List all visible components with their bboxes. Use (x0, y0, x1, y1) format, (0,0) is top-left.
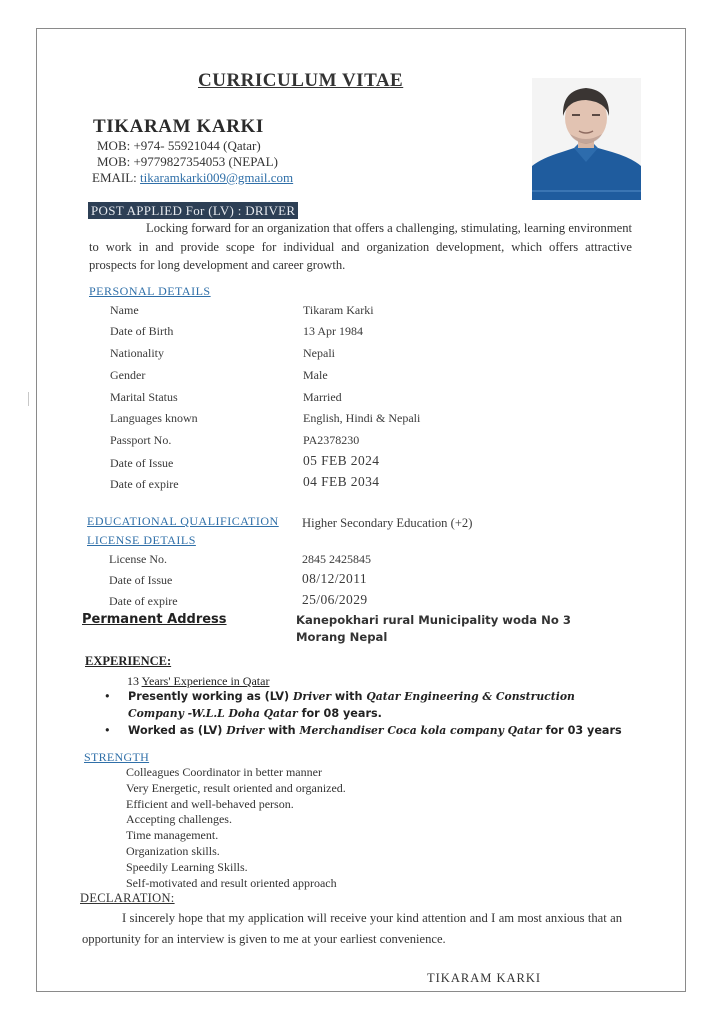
experience-years: 13 (127, 674, 139, 688)
strength-item: Efficient and well-behaved person. (126, 796, 294, 811)
personal-detail-value: 04 FEB 2034 (303, 474, 380, 489)
strength-heading: STRENGTH (84, 750, 150, 764)
signature-name: TIKARAM KARKI (427, 971, 542, 985)
scan-mark (28, 392, 29, 406)
experience-text: with (264, 724, 300, 737)
strength-list (126, 765, 346, 891)
email-link[interactable]: tikaramkarki009@gmail.com (140, 170, 294, 185)
personal-detail-label: Gender (110, 368, 146, 382)
permanent-address-label: Permanent Address (82, 612, 227, 627)
personal-detail-label: Date of Issue (110, 456, 174, 470)
experience-summary (127, 674, 269, 689)
license-detail-label: License No. (109, 552, 167, 566)
personal-detail-value: 13 Apr 1984 (303, 324, 363, 338)
strength-item: Accepting challenges. (126, 812, 232, 827)
declaration-heading: DECLARATION: (80, 891, 175, 905)
post-applied-banner: POST APPLIED For (LV) : DRIVER (88, 202, 298, 219)
person-photo-icon (532, 78, 641, 200)
experience-employer: Qatar Engineering & Construction Company -W.L.L Doha Qatar (128, 690, 575, 720)
experience-role: Driver (293, 690, 332, 703)
personal-detail-label: Passport No. (110, 433, 172, 447)
personal-detail-value: English, Hindi & Nepali (303, 411, 421, 425)
license-detail-value: 08/12/2011 (302, 571, 368, 586)
personal-detail-label: Date of expire (110, 477, 179, 491)
profile-photo (532, 78, 641, 200)
experience-summary-text: Years' Experience in Qatar (141, 674, 270, 688)
experience-duration: for 03 years (541, 724, 622, 737)
declaration-text (82, 908, 622, 950)
license-detail-label: Date of Issue (109, 573, 173, 587)
mobile-qatar: MOB: +974- 55921044 (Qatar) (97, 138, 261, 153)
bullet-icon: • (104, 690, 111, 703)
experience-text: Worked as (LV) (128, 724, 227, 737)
personal-detail-value: Tikaram Karki (303, 303, 374, 317)
permanent-address-value (296, 612, 571, 646)
experience-duration: for 08 years. (297, 706, 382, 720)
personal-detail-value: Male (303, 368, 328, 382)
career-objective (89, 219, 632, 275)
education-heading: EDUCATIONAL QUALIFICATION (87, 514, 279, 528)
strength-item: Organization skills. (126, 843, 220, 858)
declaration-body: I sincerely hope that my application will receive your kind attention and I am most anxious that an opportunity for an interview is given to me at your earliest convenience. (82, 911, 622, 946)
personal-detail-label: Marital Status (110, 390, 178, 404)
personal-detail-value: Nepali (303, 346, 335, 360)
license-detail-value: 2845 2425845 (302, 552, 371, 566)
address-line-1: Kanepokhari rural Municipality woda No 3 (296, 613, 571, 627)
personal-details-heading: PERSONAL DETAILS (89, 284, 211, 298)
email-label: EMAIL: (92, 170, 137, 185)
address-line-2: Morang Nepal (296, 630, 388, 644)
experience-item (104, 723, 624, 740)
email-line (92, 170, 293, 186)
experience-item (104, 689, 624, 722)
license-detail-label: Date of expire (109, 594, 178, 608)
license-heading: LICENSE DETAILS (87, 533, 196, 547)
license-detail-value: 25/06/2029 (302, 592, 368, 607)
personal-detail-label: Name (110, 303, 139, 317)
bullet-icon: • (104, 724, 111, 737)
strength-item: Time management. (126, 828, 219, 843)
objective-text: Locking forward for an organization that offers a challenging, stimulating, learning environment to work in and provide scope for individual and organization development, which offers attractive prospects for long development and career growth. (89, 221, 632, 272)
education-value: Higher Secondary Education (+2) (302, 516, 473, 530)
experience-role: Driver (226, 724, 265, 737)
applicant-name: TIKARAM KARKI (93, 116, 264, 137)
experience-employer: Merchandiser Coca kola company Qatar (299, 724, 542, 737)
strength-item: Colleagues Coordinator in better manner (126, 765, 322, 779)
personal-detail-value: PA2378230 (303, 433, 360, 447)
experience-text: Presently working as (LV) (128, 690, 294, 703)
personal-detail-value: Married (303, 390, 342, 404)
personal-detail-label: Languages known (110, 411, 198, 425)
personal-detail-value: 05 FEB 2024 (303, 453, 380, 468)
mobile-nepal: MOB: +9779827354053 (NEPAL) (97, 154, 278, 169)
experience-list (104, 689, 624, 741)
document-title: CURRICULUM VITAE (198, 70, 404, 91)
personal-detail-label: Date of Birth (110, 324, 174, 338)
personal-detail-label: Nationality (110, 346, 164, 360)
strength-item: Very Energetic, result oriented and organized. (126, 780, 346, 795)
strength-item: Self-motivated and result oriented approach (126, 875, 337, 890)
experience-heading: EXPERIENCE: (85, 654, 172, 668)
strength-item: Speedily Learning Skills. (126, 859, 248, 874)
experience-text: with (331, 690, 367, 703)
